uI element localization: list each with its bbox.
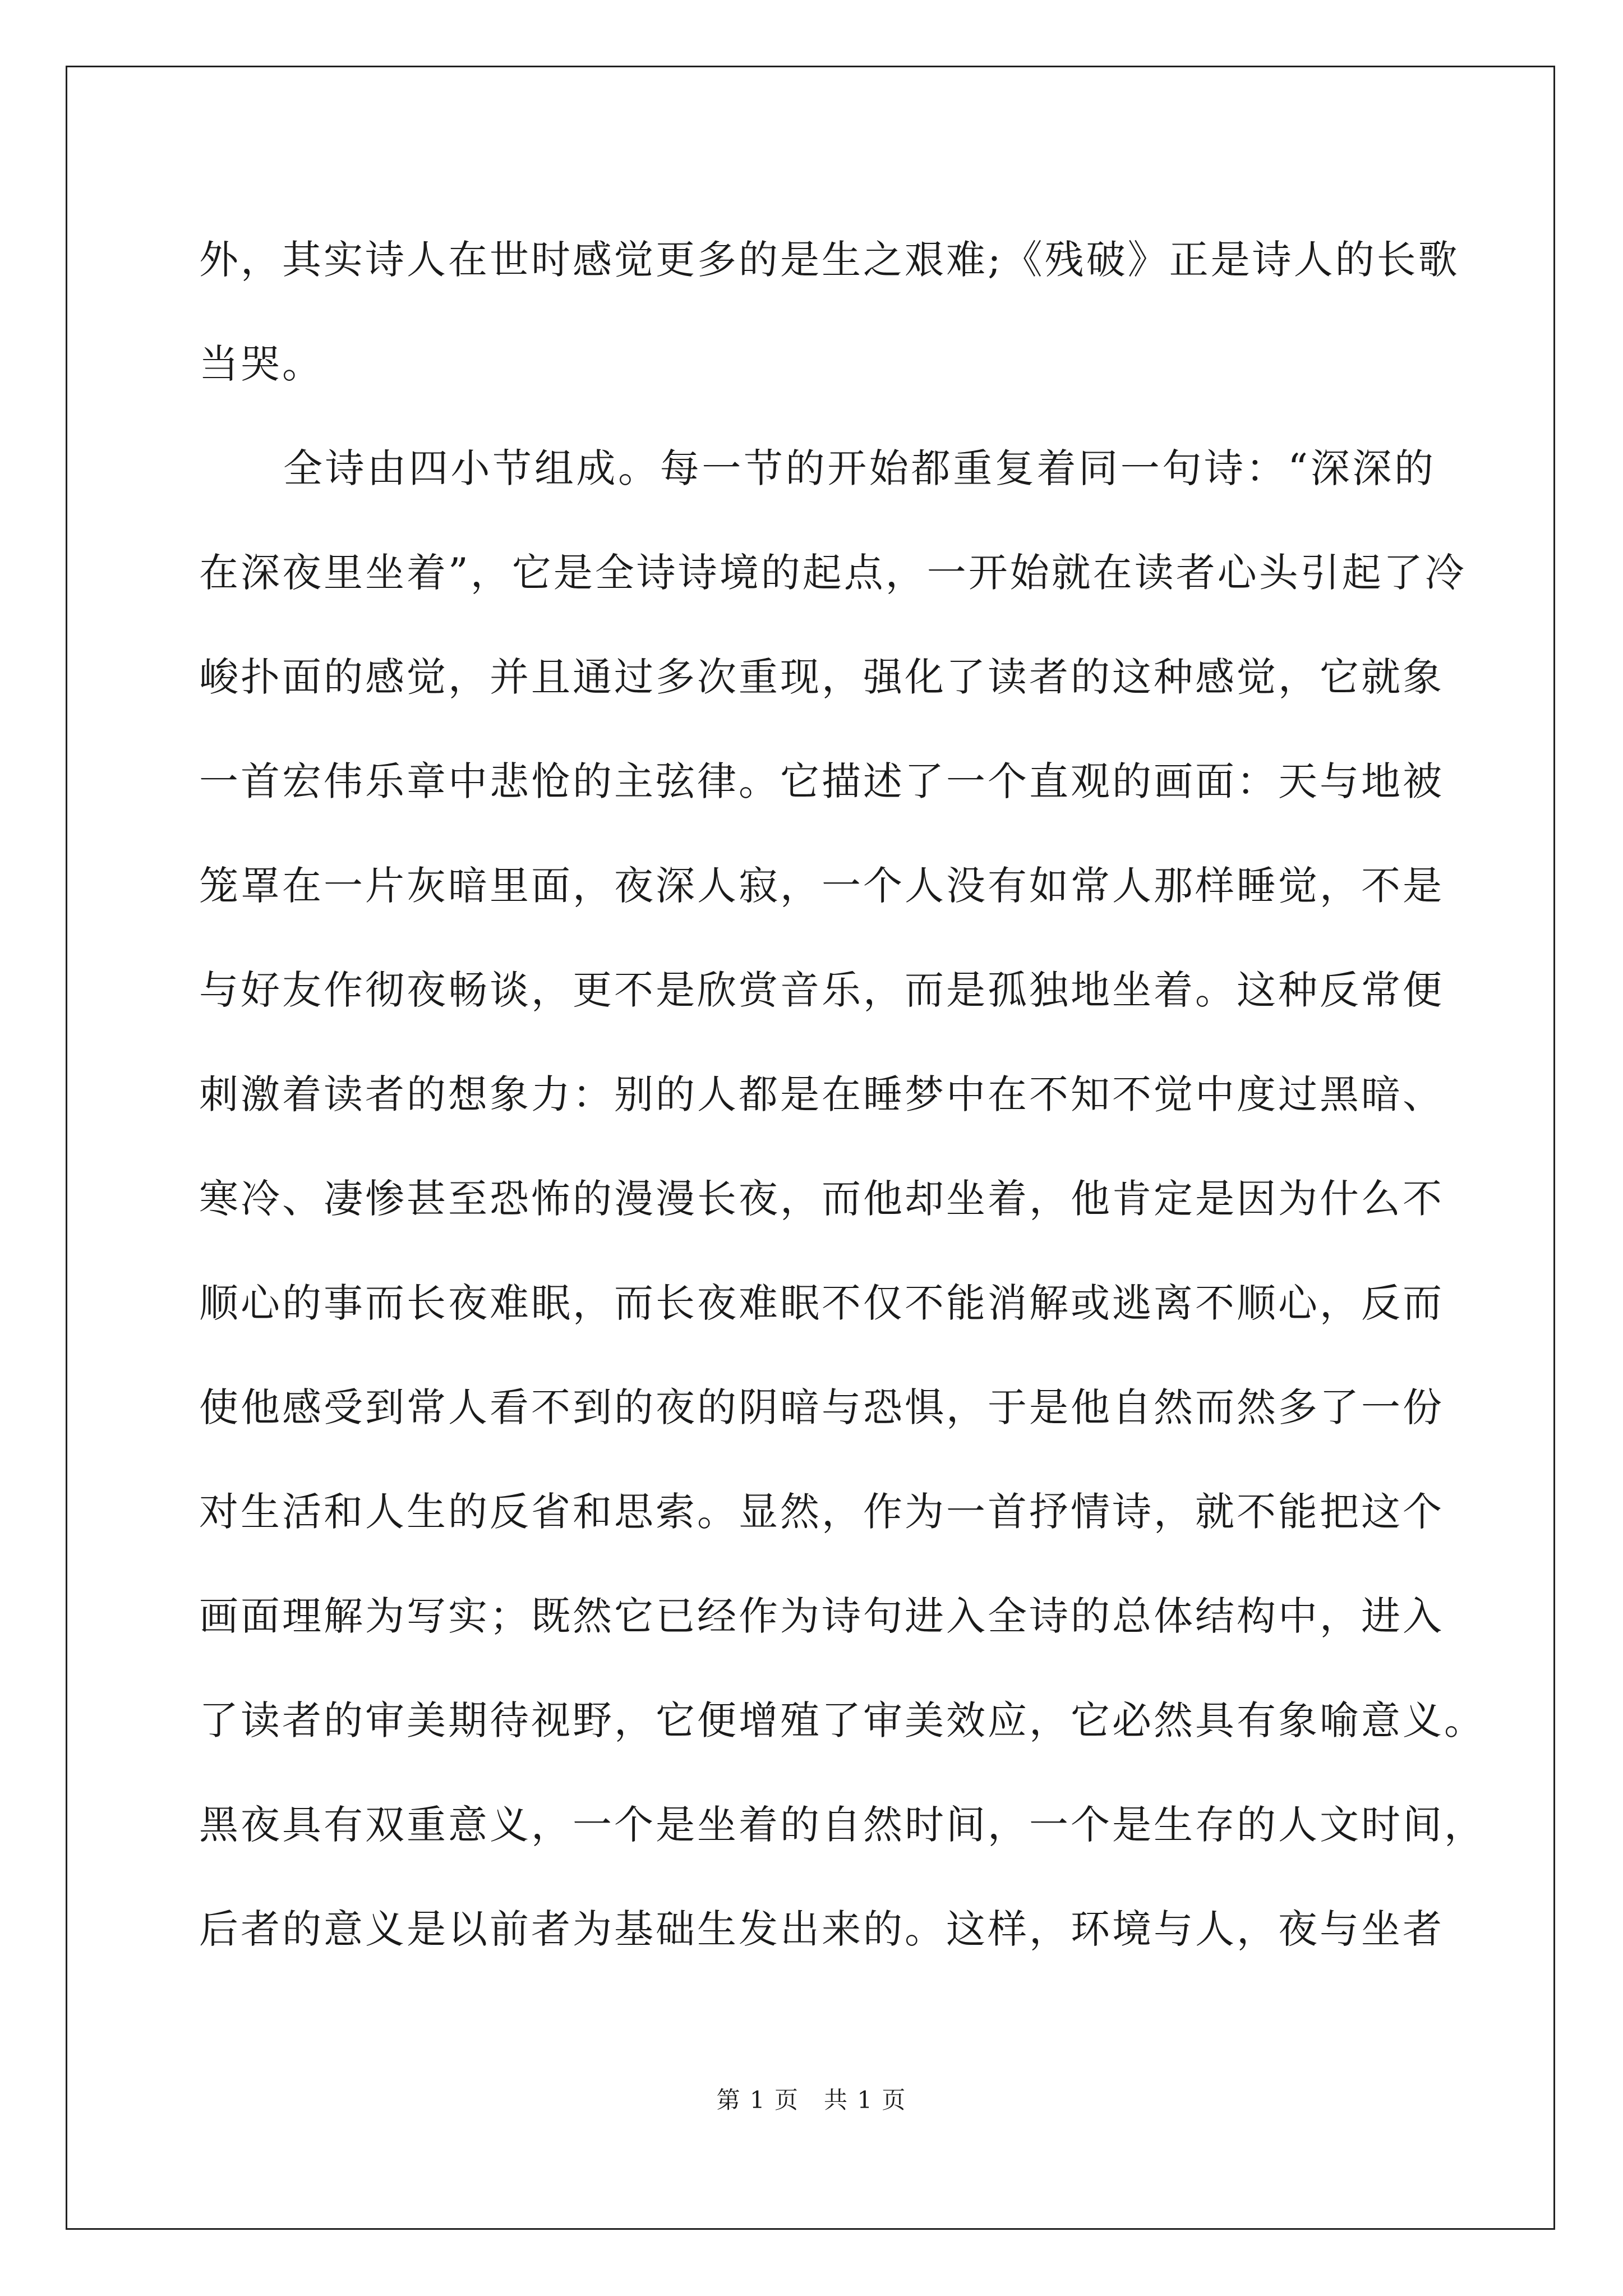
text-line: 当哭。 xyxy=(199,341,324,387)
document-body xyxy=(199,208,1486,1981)
text-line: 画面理解为写实；既然它已经作为诗句进入全诗的总体结构中，进入 xyxy=(199,1593,1444,1639)
text-line: 对生活和人生的反省和思索。显然，作为一首抒情诗，就不能把这个 xyxy=(199,1489,1444,1535)
paragraph-first-line: 全诗由四小节组成。每一节的开始都重复着同一句诗：“深深的 xyxy=(283,445,1436,491)
text-line: 一首宏伟乐章中悲怆的主弦律。它描述了一个直观的画面：天与地被 xyxy=(199,758,1444,804)
text-line: 笼罩在一片灰暗里面，夜深人寂，一个人没有如常人那样睡觉，不是 xyxy=(199,863,1444,909)
text-line: 了读者的审美期待视野，它便增殖了审美效应，它必然具有象喻意义。 xyxy=(199,1697,1486,1743)
text-line: 使他感受到常人看不到的夜的阴暗与恐惧，于是他自然而然多了一份 xyxy=(199,1384,1444,1430)
text-line: 外，其实诗人在世时感觉更多的是生之艰难;《残破》正是诗人的长歌 xyxy=(199,237,1460,283)
text-line: 顺心的事而长夜难眠，而长夜难眠不仅不能消解或逃离不顺心，反而 xyxy=(199,1280,1444,1326)
page-number-footer: 第 1 页 共 1 页 xyxy=(716,2086,907,2114)
text-line: 峻扑面的感觉，并且通过多次重现，强化了读者的这种感觉，它就象 xyxy=(199,654,1444,700)
text-line: 与好友作彻夜畅谈，更不是欣赏音乐，而是孤独地坐着。这种反常便 xyxy=(199,967,1444,1013)
text-line: 后者的意义是以前者为基础生发出来的。这样，环境与人，夜与坐者 xyxy=(199,1906,1444,1952)
text-line: 寒冷、凄惨甚至恐怖的漫漫长夜，而他却坐着，他肯定是因为什么不 xyxy=(199,1176,1444,1222)
text-line: 刺激着读者的想象力：别的人都是在睡梦中在不知不觉中度过黑暗、 xyxy=(199,1071,1444,1117)
text-line: 在深夜里坐着”，它是全诗诗境的起点，一开始就在读者心头引起了冷 xyxy=(199,550,1467,596)
text-line: 黑夜具有双重意义，一个是坐着的自然时间，一个是生存的人文时间， xyxy=(199,1802,1486,1848)
